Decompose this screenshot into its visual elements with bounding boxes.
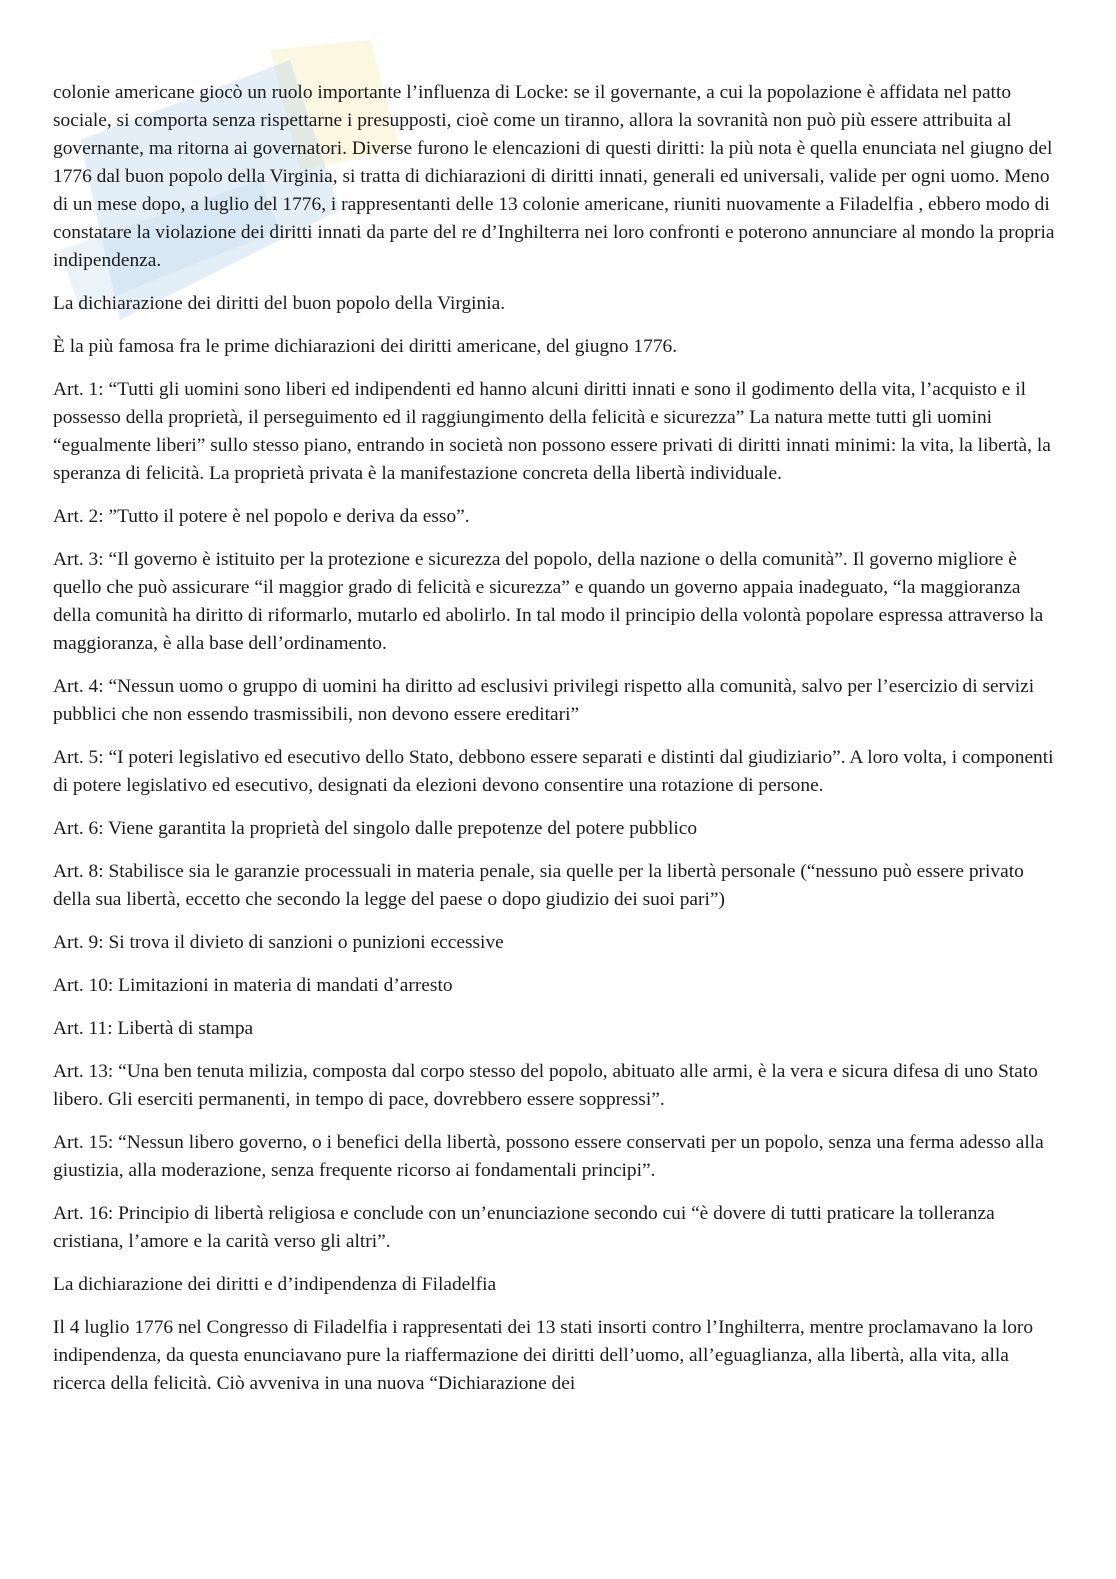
paragraph-philadelphia: Il 4 luglio 1776 nel Congresso di Filadelfia i rappresentati dei 13 stati insorti contro l’Inghilterra, mentre proclamavano la loro indipendenza, da questa enunciavano pure la riaffermazione dei diritti dell’uomo, all’eguaglianza, alla libertà, alla vita, alla ricerca della felicità. Ciò avveniva in una nuova “Dichiarazione dei: [53, 1317, 1034, 1394]
paragraph-intro: colonie americane giocò un ruolo importante l’influenza di Locke: se il governante, a cui la popolazione è affidata nel patto sociale, si comporta senza rispettarne i presupposti, cioè come un tiranno, allora la sovranità non può più essere attribuita al governante, ma ritorna ai governatori. Diverse furono le elencazioni di questi diritti: la più nota è quella enunciata nel giugno del 1776 dal buon popolo della Virginia, si tratta di dichiarazioni di diritti innati, generali ed universali, valide per ogni uomo. Meno di un mese dopo, a luglio del 1776, i rappresentanti delle 13 colonie americane, riuniti nuovamente a Filadelfia , ebbero modo di constatare la violazione dei diritti innati da parte del re d’Inghilterra nei loro confronti e poterono annunciare al mondo la propria indipendenza.: [53, 82, 1055, 271]
heading-virginia-declaration: La dichiarazione dei diritti del buon popolo della Virginia.: [53, 293, 506, 314]
article-5: Art. 5: “I poteri legislativo ed esecutivo dello Stato, debbono essere separati e distinti dal giudiziario”. A loro volta, i componenti di potere legislativo ed esecutivo, designati da elezioni devono consentire una rotazione di persone.: [53, 747, 1054, 796]
article-3: Art. 3: “Il governo è istituito per la protezione e sicurezza del popolo, della nazione o della comunità”. Il governo migliore è quello che può assicurare “il maggior grado di felicità e sicurezza” e quando un governo appaia inadeguato, “la maggioranza della comunità ha diritto di riformarlo, mutarlo ed abolirlo. In tal modo il principio della volontà popolare espressa attraverso la maggioranza, è alla base dell’ordinamento.: [53, 549, 1044, 654]
article-4: Art. 4: “Nessun uomo o gruppo di uomini ha diritto ad esclusivi privilegi rispetto alla comunità, salvo per l’esercizio di servizi pubblici che non essendo trasmissibili, non devono essere ereditari”: [53, 676, 1035, 725]
document-page: [53, 79, 1063, 1413]
heading-philadelphia-declaration: La dichiarazione dei diritti e d’indipendenza di Filadelfia: [53, 1274, 497, 1295]
article-1: Art. 1: “Tutti gli uomini sono liberi ed indipendenti ed hanno alcuni diritti innati e sono il godimento della vita, l’acquisto e il possesso della proprietà, il perseguimento ed il raggiungimento della felicità e sicurezza” La natura mette tutti gli uomini “egualmente liberi” sullo stesso piano, entrando in società non possono essere privati di diritti innati minimi: la vita, la libertà, la speranza di felicità. La proprietà privata è la manifestazione concreta della libertà individuale.: [53, 379, 1051, 484]
article-10: Art. 10: Limitazioni in materia di mandati d’arresto: [53, 975, 453, 996]
article-8: Art. 8: Stabilisce sia le garanzie processuali in materia penale, sia quelle per la libertà personale (“nessuno può essere privato della sua libertà, eccetto che secondo la legge del paese o dopo giudizio dei suoi pari”): [53, 861, 1024, 910]
article-13: Art. 13: “Una ben tenuta milizia, composta dal corpo stesso del popolo, abituato alle armi, è la vera e sicura difesa di uno Stato libero. Gli eserciti permanenti, in tempo di pace, dovrebbero essere soppressi”.: [53, 1061, 1038, 1110]
article-16: Art. 16: Principio di libertà religiosa e conclude con un’enunciazione secondo cui “è dovere di tutti praticare la tolleranza cristiana, l’amore e la carità verso gli altri”.: [53, 1203, 995, 1252]
article-6: Art. 6: Viene garantita la proprietà del singolo dalle prepotenze del potere pubblico: [53, 818, 698, 839]
article-2: Art. 2: ”Tutto il potere è nel popolo e deriva da esso”.: [53, 506, 470, 527]
article-15: Art. 15: “Nessun libero governo, o i benefici della libertà, possono essere conservati per un popolo, senza una ferma adesso alla giustizia, alla moderazione, senza frequente ricorso ai fondamentali principi”.: [53, 1132, 1044, 1181]
article-9: Art. 9: Si trova il divieto di sanzioni o punizioni eccessive: [53, 932, 504, 953]
article-11: Art. 11: Libertà di stampa: [53, 1018, 254, 1039]
paragraph-virginia-summary: È la più famosa fra le prime dichiarazioni dei diritti americane, del giugno 1776.: [53, 336, 678, 357]
